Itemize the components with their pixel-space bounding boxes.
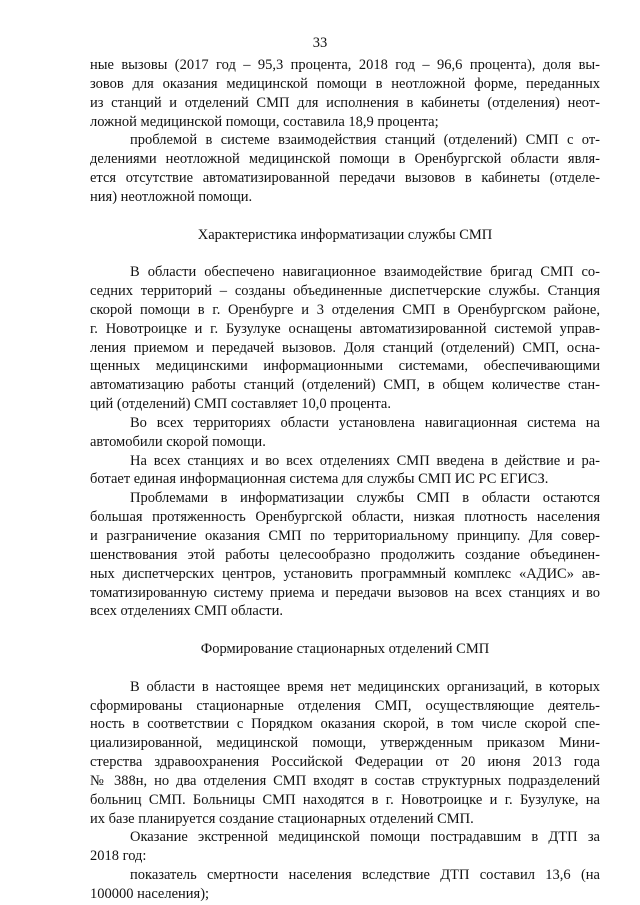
text-line: циализированной, медицинской помощи, утвержденным приказом Мини- <box>90 735 600 751</box>
text-line: ность в соответствии с Порядком оказания скорой, в том числе скорой спе- <box>90 716 600 732</box>
text-line: проблемой в системе взаимодействия станций (отделений) СМП с от- <box>130 132 600 148</box>
text-line: и разграничение оказания СМП по территориальному принципу. Для совер- <box>90 528 600 544</box>
text-line: ций (отделений) СМП составляет 10,0 процента. <box>90 396 391 412</box>
text-line: Проблемами в информатизации службы СМП в области остаются <box>130 490 600 506</box>
text-line: ные вызовы (2017 год – 95,3 процента, 2018 год – 96,6 процента), доля вы- <box>90 57 600 73</box>
text-line: ных диспетчерских центров, установить программный комплекс «АДИС» ав- <box>90 566 600 582</box>
text-line: г. Новотроицке и г. Бузулуке оснащены автоматизированной системой управ- <box>90 321 600 337</box>
text-line: всех отделениях СМП области. <box>90 603 284 619</box>
text-line: шенствования этой работы целесообразно продолжить создание объединен- <box>90 547 600 563</box>
text-line: делениями неотложной медицинской помощи в Оренбургской области явля- <box>90 151 600 167</box>
text-line: 100000 населения); <box>90 886 210 902</box>
text-line: щенных медицинскими информационными системами, обеспечивающими <box>90 358 600 374</box>
text-line: ложной медицинской помощи, составила 18,9 процента; <box>90 114 439 130</box>
text-line: Оказание экстренной медицинской помощи пострадавшим в ДТП за <box>130 829 600 845</box>
text-line: большая протяженность Оренбургской области, низкая плотность населения <box>90 509 600 525</box>
text-line: больниц СМП. Больницы СМП находятся в г. Новотроицке и г. Бузулуке, на <box>90 792 600 808</box>
text-line: показатель смертности населения вследствие ДТП составил 13,6 (на <box>130 867 600 883</box>
text-line: седних территорий – созданы объединенные диспетчерские службы. Станция <box>90 283 600 299</box>
text-line: томатизированную систему приема и передачи вызовов на всех станциях и во <box>90 585 600 601</box>
text-line: ния) неотложной помощи. <box>90 189 253 205</box>
text-line: ботает единая информационная система для службы СМП ИС РС ЕГИСЗ. <box>90 471 549 487</box>
text-line: На всех станциях и во всех отделениях СМП введена в действие и ра- <box>130 453 600 469</box>
text-line: стерства здравоохранения Российской Федерации от 20 июня 2013 года <box>90 754 600 770</box>
text-line: автомобили скорой помощи. <box>90 434 266 450</box>
text-line: 2018 год: <box>90 848 147 864</box>
section-heading: Формирование стационарных отделений СМП <box>200 641 490 657</box>
text-line: В области в настоящее время нет медицинских организаций, в которых <box>130 679 600 695</box>
text-line: сформированы стационарные отделения СМП, осуществляющие деятель- <box>90 698 600 714</box>
text-line: № 388н, но два отделения СМП входят в состав структурных подразделений <box>90 773 600 789</box>
text-line: ления приемом и передачей вызовов. Доля станций (отделений) СМП, осна- <box>90 340 600 356</box>
text-line: автоматизацию работы станций (отделений) СМП, в общем количестве стан- <box>90 377 600 393</box>
text-line: скорой помощи в г. Оренбурге и 3 отделения СМП в Оренбургском районе, <box>90 302 600 318</box>
page-number: 33 <box>312 35 328 51</box>
text-line: В области обеспечено навигационное взаимодействие бригад СМП со- <box>130 264 600 280</box>
text-line: их базе планируется создание стационарных отделений СМП. <box>90 811 474 827</box>
text-line: Во всех территориях области установлена навигационная система на <box>130 415 600 431</box>
text-line: зовов для оказания медицинской помощи в неотложной форме, переданных <box>90 76 600 92</box>
text-line: из станций и отделений СМП для исполнения в кабинеты (отделения) неот- <box>90 95 600 111</box>
text-line: ется отсутствие автоматизированной передачи вызовов в кабинеты (отделе- <box>90 170 600 186</box>
section-heading: Характеристика информатизации службы СМП <box>197 227 493 243</box>
